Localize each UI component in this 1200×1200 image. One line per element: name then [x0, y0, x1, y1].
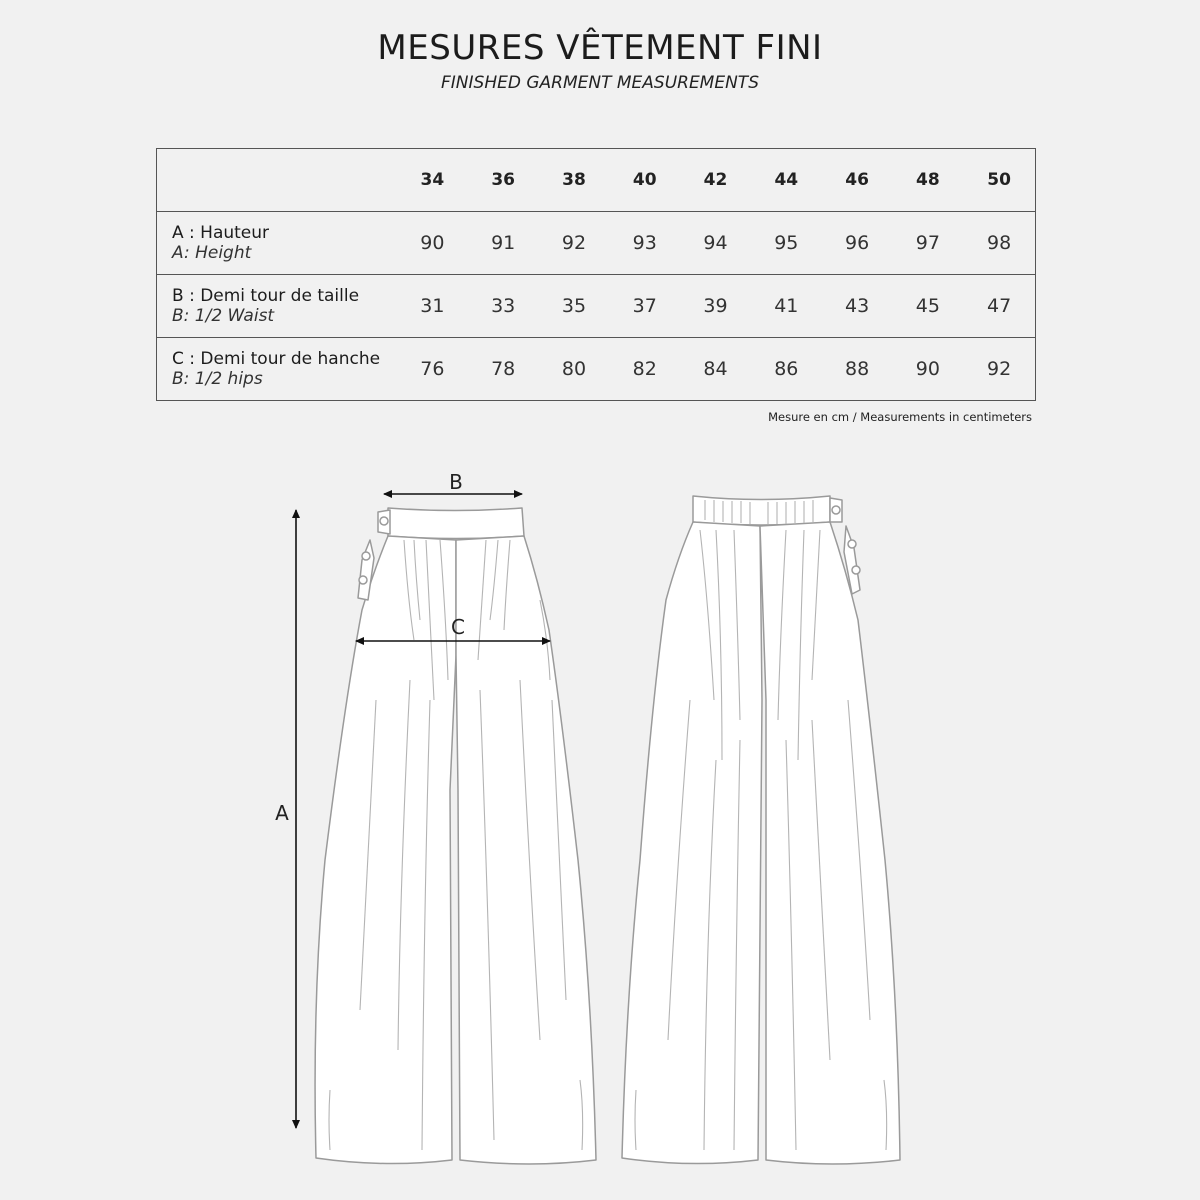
- table-cell: 91: [468, 212, 539, 275]
- waist-label: B: [449, 470, 463, 494]
- front-left-leg: [315, 536, 456, 1164]
- size-header: 42: [680, 149, 751, 212]
- table-cell: 90: [397, 212, 468, 275]
- table-cell: 80: [539, 338, 610, 401]
- size-header: 48: [892, 149, 963, 212]
- table-cell: 96: [822, 212, 893, 275]
- size-header: 38: [539, 149, 610, 212]
- front-pants-drawing: [315, 508, 596, 1164]
- table-cell: 95: [751, 212, 822, 275]
- table-cell: 35: [539, 275, 610, 338]
- table-cell: 33: [468, 275, 539, 338]
- button-icon: [380, 517, 388, 525]
- back-left-leg: [622, 522, 762, 1164]
- table-cell: 98: [963, 212, 1035, 275]
- table-cell: 97: [892, 212, 963, 275]
- back-pants-drawing: [622, 496, 900, 1164]
- row-label-en: A: Height: [172, 243, 252, 263]
- size-header: 34: [397, 149, 468, 212]
- front-right-leg: [456, 536, 596, 1164]
- table-cell: 78: [468, 338, 539, 401]
- size-header: 50: [963, 149, 1035, 212]
- size-header: 46: [822, 149, 893, 212]
- button-icon: [852, 566, 860, 574]
- button-icon: [362, 552, 370, 560]
- table-cell: 94: [680, 212, 751, 275]
- table-cell: 76: [397, 338, 468, 401]
- table-cell: 45: [892, 275, 963, 338]
- size-header: 40: [609, 149, 680, 212]
- table-cell: 92: [963, 338, 1035, 401]
- size-header: 36: [468, 149, 539, 212]
- table-cell: 39: [680, 275, 751, 338]
- height-label: A: [275, 801, 289, 825]
- page-subtitle: FINISHED GARMENT MEASUREMENTS: [441, 73, 759, 93]
- row-label-fr: C : Demi tour de hanche: [172, 349, 381, 369]
- size-header: 44: [751, 149, 822, 212]
- units-note: Mesure en cm / Measurements in centimeters: [768, 410, 1032, 424]
- table-cell: 92: [539, 212, 610, 275]
- table-cell: 41: [751, 275, 822, 338]
- table-cell: 37: [609, 275, 680, 338]
- button-icon: [848, 540, 856, 548]
- row-label-en: B: 1/2 Waist: [172, 306, 275, 326]
- row-label-en: B: 1/2 hips: [172, 369, 263, 389]
- hips-label: C: [451, 615, 465, 639]
- button-icon: [359, 576, 367, 584]
- table-cell: 31: [397, 275, 468, 338]
- row-label-fr: B : Demi tour de taille: [172, 286, 360, 306]
- button-icon: [832, 506, 840, 514]
- table-cell: 43: [822, 275, 893, 338]
- table-cell: 82: [609, 338, 680, 401]
- table-cell: 88: [822, 338, 893, 401]
- page-title: MESURES VÊTEMENT FINI: [377, 28, 823, 68]
- table-cell: 84: [680, 338, 751, 401]
- row-label-fr: A : Hauteur: [172, 223, 270, 243]
- table-cell: 90: [892, 338, 963, 401]
- table-cell: 47: [963, 275, 1035, 338]
- back-right-leg: [760, 522, 900, 1164]
- front-waistband: [388, 508, 524, 539]
- table-cell: 86: [751, 338, 822, 401]
- table-cell: 93: [609, 212, 680, 275]
